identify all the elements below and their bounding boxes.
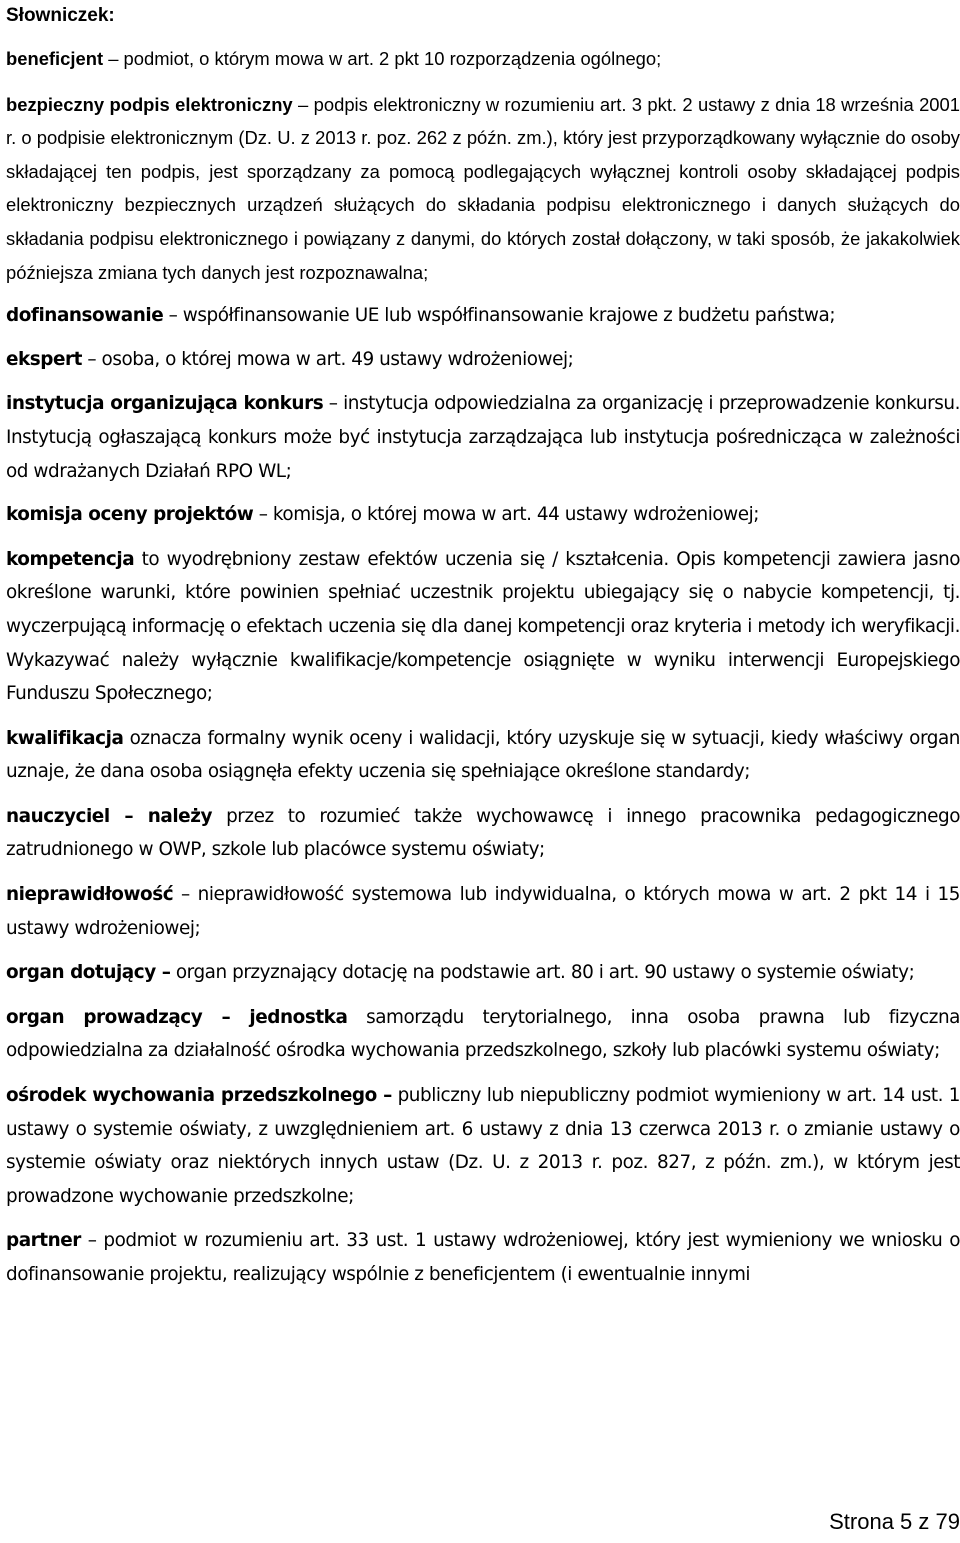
entry-definition: przez to rozumieć także wychowawcę i innego pracownika pedagogicznego zatrudnionego w OWP, szkole lub placówce systemu oświaty; (6, 805, 960, 861)
entry-term: kompetencja (6, 548, 135, 570)
entry-definition: – podmiot w rozumieniu art. 33 ust. 1 ustawy wdrożeniowej, który jest wymieniony we wniosku o dofinansowanie projektu, realizujący wspólnie z beneficjentem (i ewentualnie innymi (6, 1230, 960, 1285)
glossary-entry-kwalifikacja (6, 722, 960, 789)
glossary-entry-partner (6, 1224, 960, 1291)
glossary-entry-kompetencja (6, 543, 960, 711)
glossary-entry-osrodek-wychowania-przedszkolnego (6, 1079, 960, 1213)
entry-definition: publiczny lub niepubliczny podmiot wymieniony w art. 14 ust. 1 ustawy o systemie oświaty, z uwzględnieniem art. 6 ustawy z dnia 13 czerwca 2013 r. o zmianie ustawy o systemie oświaty oraz niektórych innych ustaw (Dz. U. z 2013 r. poz. 827, z późn. zm.), w którym jest prowadzone wychowanie przedszkolne; (6, 1085, 960, 1207)
entry-term: ośrodek wychowania przedszkolnego – (6, 1085, 392, 1107)
entry-term: beneficjent (6, 48, 104, 69)
entry-term: partner (6, 1230, 81, 1252)
glossary-entry-nieprawidlowosc (6, 878, 960, 945)
entry-term: bezpieczny podpis elektroniczny (6, 93, 293, 115)
entry-definition: to wyodrębniony zestaw efektów uczenia się / kształcenia. Opis kompetencji zawiera jasno określone warunki, które powinien spełniać uczestnik projektu ubiegający się o nabycie kompetencji, tj. wyczerpującą informację o efektach uczenia się dla danej kompetencji oraz kryteria i metody ich weryfikacji. Wykazywać należy wyłącznie kwalifikacje/kompetencje osiągnięte w wyniku interwencji Europejskiego Funduszu Społecznego; (6, 548, 960, 705)
entry-term: dofinansowanie (6, 305, 164, 327)
glossary-entry-ekspert (6, 343, 960, 377)
page-number: Strona 5 z 79 (829, 1509, 960, 1534)
document-page (6, 0, 960, 1292)
entry-definition: oznacza formalny wynik oceny i walidacji, który uzyskuje się w sytuacji, kiedy właściwy organ uznaje, że dana osoba osiągnęła efekty uczenia się spełniające określone standardy; (6, 727, 960, 783)
entry-term: organ dotujący – (6, 962, 171, 984)
entry-definition: – współfinansowanie UE lub współfinansowanie krajowe z budżetu państwa; (163, 305, 836, 327)
entry-definition: – podmiot, o którym mowa w art. 2 pkt 10 rozporządzenia ogólnego; (103, 48, 662, 69)
glossary-heading: Słowniczek: (6, 5, 115, 26)
entry-definition: samorządu terytorialnego, inna osoba prawna lub fizyczna odpowiedzialna za działalność ośrodka wychowania przedszkolnego, szkoły lub placówki systemu oświaty; (6, 1006, 960, 1062)
glossary-entry-organ-prowadzacy (6, 1001, 960, 1068)
entry-definition: – podpis elektroniczny w rozumieniu art. 3 pkt. 2 ustawy z dnia 18 września 2001 r. o podpisie elektronicznym (Dz. U. z 2013 r. poz. 262 z późn. zm.), który jest przyporządkowany wyłącznie do osoby składającej ten podpis, jest sporządzany za pomocą podlegających wyłącznej kontroli osoby składającej podpis elektroniczny bezpiecznych urządzeń służących do składania podpisu elektronicznego i danych służących do składania podpisu elektronicznego i powiązany z danymi, do których został dołączony, w taki sposób, że jakakolwiek późniejsza zmiana tych danych jest rozpoznawalna; (6, 93, 960, 283)
entry-term: komisja oceny projektów (6, 504, 254, 526)
glossary-entry-organ-dotujacy (6, 956, 960, 990)
glossary-entry-bezpieczny-podpis (6, 88, 960, 290)
entry-term: nieprawidłowość (6, 884, 174, 906)
entry-term: kwalifikacja (6, 727, 124, 749)
glossary-entry-instytucja-organizujaca-konkurs (6, 387, 960, 488)
entry-definition: organ przyznający dotację na podstawie art. 80 i art. 90 ustawy o systemie oświaty; (170, 962, 915, 984)
glossary-entry-nauczyciel (6, 800, 960, 867)
glossary-entry-komisja-oceny-projektow (6, 498, 960, 532)
entry-term: instytucja organizująca konkurs (6, 393, 324, 415)
entry-definition: – nieprawidłowość systemowa lub indywidualna, o których mowa w art. 2 pkt 14 i 15 ustawy wdrożeniowej; (6, 884, 960, 939)
glossary-entry-dofinansowanie (6, 299, 960, 333)
entry-definition: – instytucja odpowiedzialna za organizację i przeprowadzenie konkursu. Instytucją ogłaszającą konkurs może być instytucja zarządzająca lub instytucja pośrednicząca w zależności od wdrażanych Działań RPO WL; (6, 393, 960, 482)
entry-term: organ prowadzący – jednostka (6, 1006, 348, 1028)
glossary-entry-beneficjent (6, 42, 960, 76)
entry-term: ekspert (6, 348, 82, 370)
entry-definition: – komisja, o której mowa w art. 44 ustawy wdrożeniowej; (253, 504, 760, 526)
entry-definition: – osoba, o której mowa w art. 49 ustawy wdrożeniowej; (82, 348, 574, 370)
entry-term: nauczyciel – należy (6, 805, 212, 827)
